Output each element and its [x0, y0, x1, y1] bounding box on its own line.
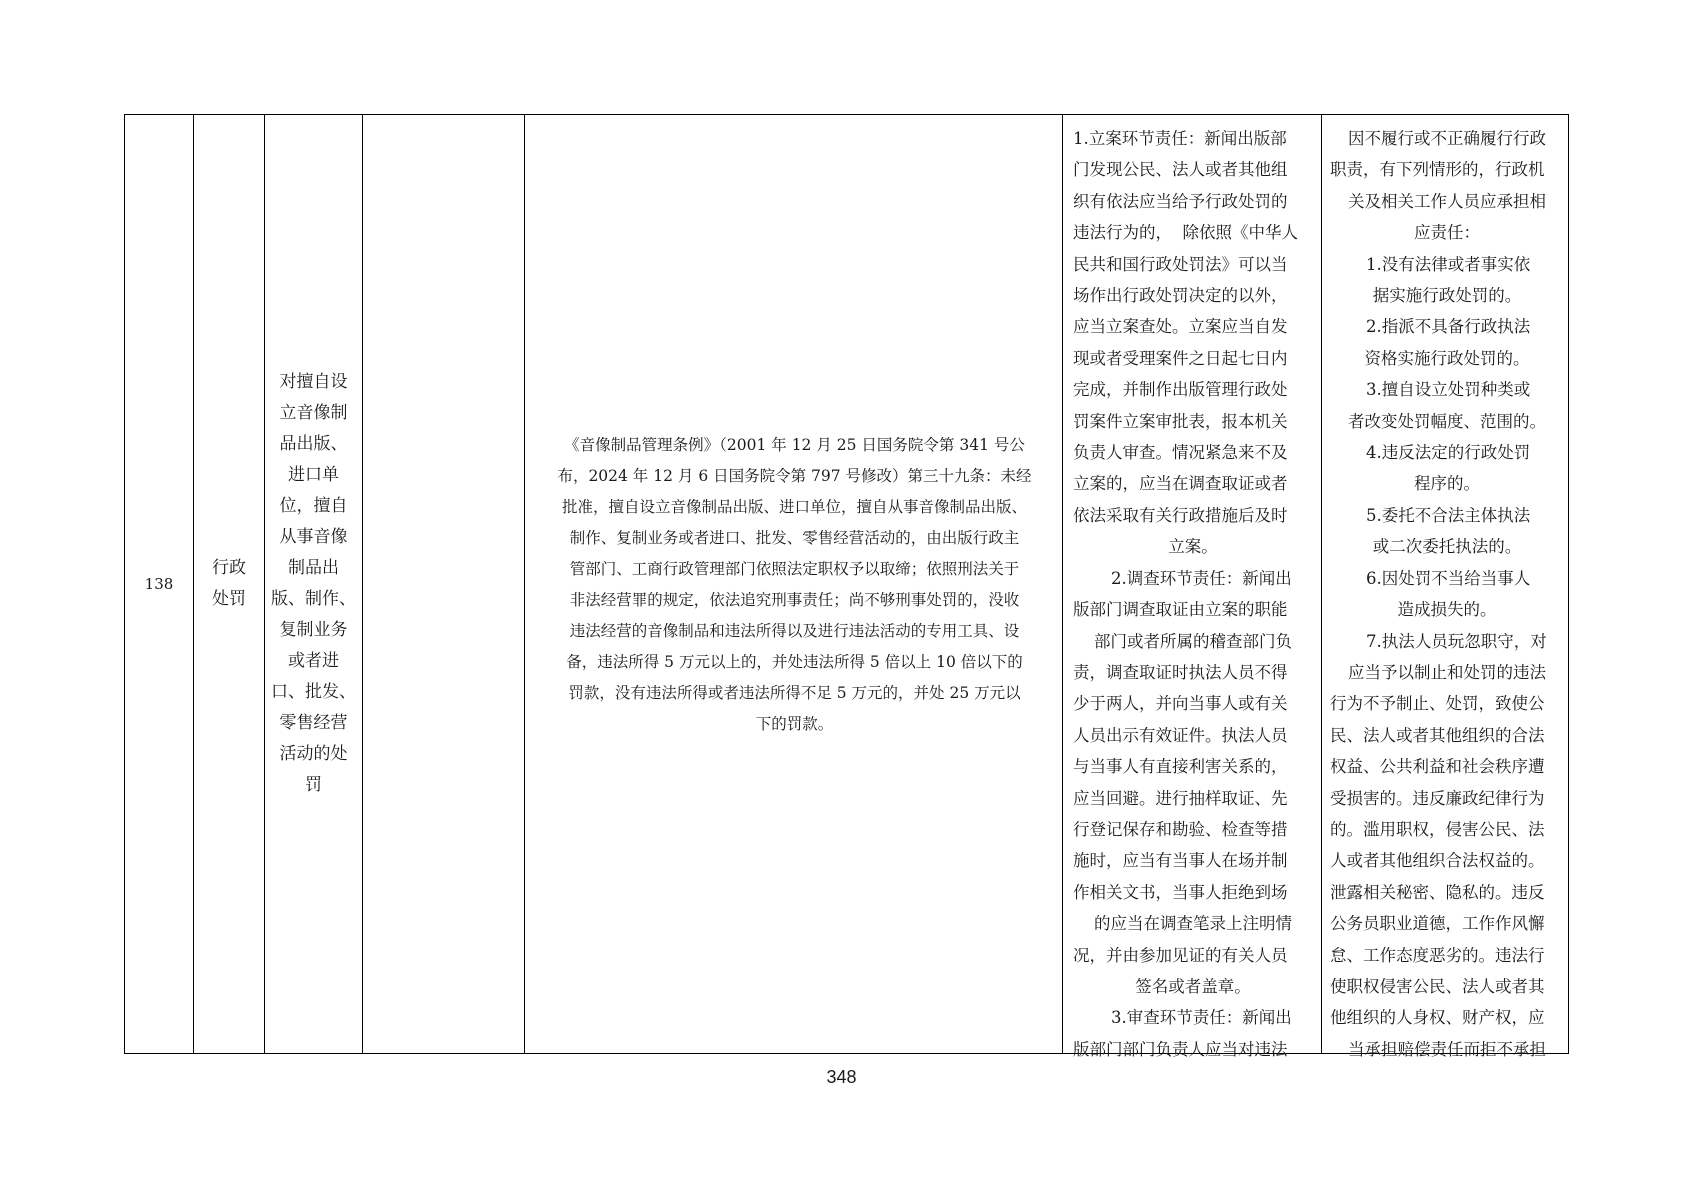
category-line: 处罚 [212, 589, 246, 609]
basis-line: 罚款，没有违法所得或者违法所得不足 5 万元的，并处 25 万元以 [568, 684, 1021, 702]
responsibility-line: 应当立案查处。立案应当自发 [1073, 317, 1288, 337]
responsibility-line: 现或者受理案件之日起七日内 [1073, 348, 1288, 368]
responsibility-line: 行登记保存和勘验、检查等措 [1073, 819, 1288, 839]
accountability-line: 程序的。 [1414, 474, 1480, 494]
item-name [265, 367, 362, 801]
cell-accountability [1322, 115, 1570, 1059]
item-line: 或者进 [288, 651, 339, 671]
responsibility-line: 民共和国行政处罚法》可以当 [1073, 254, 1288, 274]
cell-sub-item [363, 115, 525, 1053]
basis-line: 批准，擅自设立音像制品出版、进口单位，擅自从事音像制品出版、 [561, 498, 1027, 516]
responsibility-line: 况，并由参加见证的有关人员 [1073, 945, 1288, 965]
item-line: 版、制作、 [271, 589, 356, 609]
legal-basis [537, 430, 1052, 740]
accountability-line: 泄露相关秘密、隐私的。违反 [1330, 882, 1545, 902]
accountability-line: 怠、工作态度恶劣的。违法行 [1330, 945, 1545, 965]
accountability-line: 资格实施行政处罚的。 [1364, 348, 1530, 368]
responsibility-line: 场作出行政处罚决定的以外， [1073, 286, 1288, 306]
basis-line: 备，违法所得 5 万元以上的，并处违法所得 5 倍以上 10 倍以下的 [566, 653, 1023, 671]
accountability-line: 行为不予制止、处罚，致使公 [1330, 694, 1545, 714]
responsibility-line: 立案。 [1168, 537, 1218, 557]
responsibility-line: 的应当在调查笔录上注明情 [1094, 914, 1292, 934]
power-list-table [124, 114, 1569, 1059]
basis-line: 《音像制品管理条例》（2001 年 12 月 25 日国务院令第 341 号公 [564, 436, 1025, 454]
accountability-text [1330, 123, 1564, 1065]
responsibility-line: 责，调查取证时执法人员不得 [1073, 662, 1288, 682]
item-line: 进口单 [288, 465, 339, 485]
page-number: 348 [826, 1067, 857, 1087]
item-line: 品出版、 [279, 434, 348, 454]
accountability-line: 受损害的。违反廉政纪律行为 [1330, 788, 1545, 808]
cell-item-name [265, 115, 363, 1053]
responsibility-line: 立案的，应当在调查取证或者 [1073, 474, 1288, 494]
cell-responsibility [1063, 115, 1322, 1059]
responsibility-line: 完成，并制作出版管理行政处 [1073, 380, 1288, 400]
power-category [194, 553, 264, 615]
responsibility-line: 负责人审查。情况紧急来不及 [1073, 443, 1288, 463]
responsibility-line: 人员出示有效证件。执法人员 [1073, 725, 1288, 745]
accountability-line: 1.没有法律或者事实依 [1366, 254, 1531, 274]
responsibility-line: 应当回避。进行抽样取证、先 [1073, 788, 1288, 808]
accountability-line: 职责，有下列情形的，行政机 [1330, 160, 1545, 180]
responsibility-line: 版部门调查取证由立案的职能 [1073, 600, 1288, 620]
responsibility-line: 1.立案环节责任：新闻出版部 [1073, 129, 1287, 148]
cell-power-category [194, 115, 265, 1053]
accountability-line: 4.违反法定的行政处罚 [1366, 443, 1531, 463]
item-line: 复制业务 [279, 620, 348, 640]
accountability-line: 据实施行政处罚的。 [1372, 286, 1522, 306]
basis-line: 制作、复制业务或者进口、批发、零售经营活动的，由出版行政主 [569, 529, 1020, 547]
responsibility-line: 3.审查环节责任：新闻出 [1111, 1008, 1292, 1028]
accountability-line: 5.委托不合法主体执法 [1366, 505, 1531, 525]
item-line: 位，擅自 [279, 496, 348, 516]
accountability-line: 民、法人或者其他组织的合法 [1330, 725, 1545, 745]
responsibility-line: 2.调查环节责任：新闻出 [1111, 568, 1292, 588]
responsibility-line: 依法采取有关行政措施后及时 [1073, 505, 1288, 525]
item-line: 罚 [305, 775, 322, 795]
basis-line: 非法经营罪的规定，依法追究刑事责任；尚不够刑事处罚的，没收 [569, 591, 1020, 609]
item-line: 零售经营 [279, 713, 348, 733]
accountability-line: 当承担赔偿责任而拒不承担 [1348, 1039, 1546, 1059]
accountability-line: 应责任： [1414, 223, 1480, 243]
item-line: 活动的处 [279, 744, 348, 764]
accountability-line: 应当予以制止和处罚的违法 [1348, 662, 1546, 682]
accountability-line: 者改变处罚幅度、范围的。 [1348, 411, 1546, 431]
accountability-line: 因不履行或不正确履行行政 [1348, 129, 1546, 148]
accountability-line: 人或者其他组织合法权益的。 [1330, 851, 1545, 871]
accountability-line: 7.执法人员玩忽职守，对 [1366, 631, 1547, 651]
accountability-line: 3.擅自设立处罚种类或 [1366, 380, 1531, 400]
responsibility-line: 版部门部门负责人应当对违法 [1073, 1039, 1288, 1059]
category-line: 行政 [212, 558, 246, 578]
accountability-line: 2.指派不具备行政执法 [1366, 317, 1531, 337]
responsibility-line: 门发现公民、法人或者其他组 [1073, 160, 1288, 180]
item-line: 口、批发、 [271, 682, 356, 702]
responsibility-line: 签名或者盖章。 [1135, 976, 1251, 996]
item-line: 立音像制 [279, 403, 348, 423]
accountability-line: 使职权侵害公民、法人或者其 [1330, 976, 1545, 996]
accountability-line: 关及相关工作人员应承担相 [1348, 191, 1546, 211]
basis-line: 下的罚款。 [755, 715, 834, 733]
responsibility-line: 施时，应当有当事人在场并制 [1073, 851, 1288, 871]
cell-row-number [125, 115, 194, 1053]
item-line: 从事音像 [279, 527, 348, 547]
accountability-line: 造成损失的。 [1397, 600, 1497, 620]
accountability-line: 公务员职业道德，工作作风懈 [1330, 914, 1545, 934]
responsibility-text [1073, 123, 1313, 1065]
responsibility-line: 部门或者所属的稽查部门负 [1094, 631, 1292, 651]
basis-line: 管部门、工商行政管理部门依照法定职权予以取缔；依照刑法关于 [569, 560, 1020, 578]
accountability-line: 的。滥用职权，侵害公民、法 [1330, 819, 1545, 839]
responsibility-line: 织有依法应当给予行政处罚的 [1073, 191, 1288, 211]
row-number: 138 [144, 575, 174, 593]
accountability-line: 权益、公共利益和社会秩序遭 [1330, 757, 1545, 777]
item-line: 制品出 [288, 558, 339, 578]
cell-legal-basis [525, 115, 1063, 1053]
responsibility-line: 与当事人有直接利害关系的， [1073, 757, 1288, 777]
responsibility-line: 罚案件立案审批表，报本机关 [1073, 411, 1288, 431]
basis-line: 违法经营的音像制品和违法所得以及进行违法活动的专用工具、设 [569, 622, 1020, 640]
responsibility-line: 违法行为的， 除依照《中华人 [1073, 223, 1298, 243]
accountability-line: 他组织的人身权、财产权，应 [1330, 1008, 1545, 1028]
responsibility-line: 作相关文书，当事人拒绝到场 [1073, 882, 1288, 902]
accountability-line: 或二次委托执法的。 [1372, 537, 1522, 557]
item-line: 对擅自设 [279, 372, 348, 392]
accountability-line: 6.因处罚不当给当事人 [1366, 568, 1531, 588]
basis-line: 布，2024 年 12 月 6 日国务院令第 797 号修改）第三十九条：未经 [557, 467, 1032, 485]
responsibility-line: 少于两人，并向当事人或有关 [1073, 694, 1288, 714]
